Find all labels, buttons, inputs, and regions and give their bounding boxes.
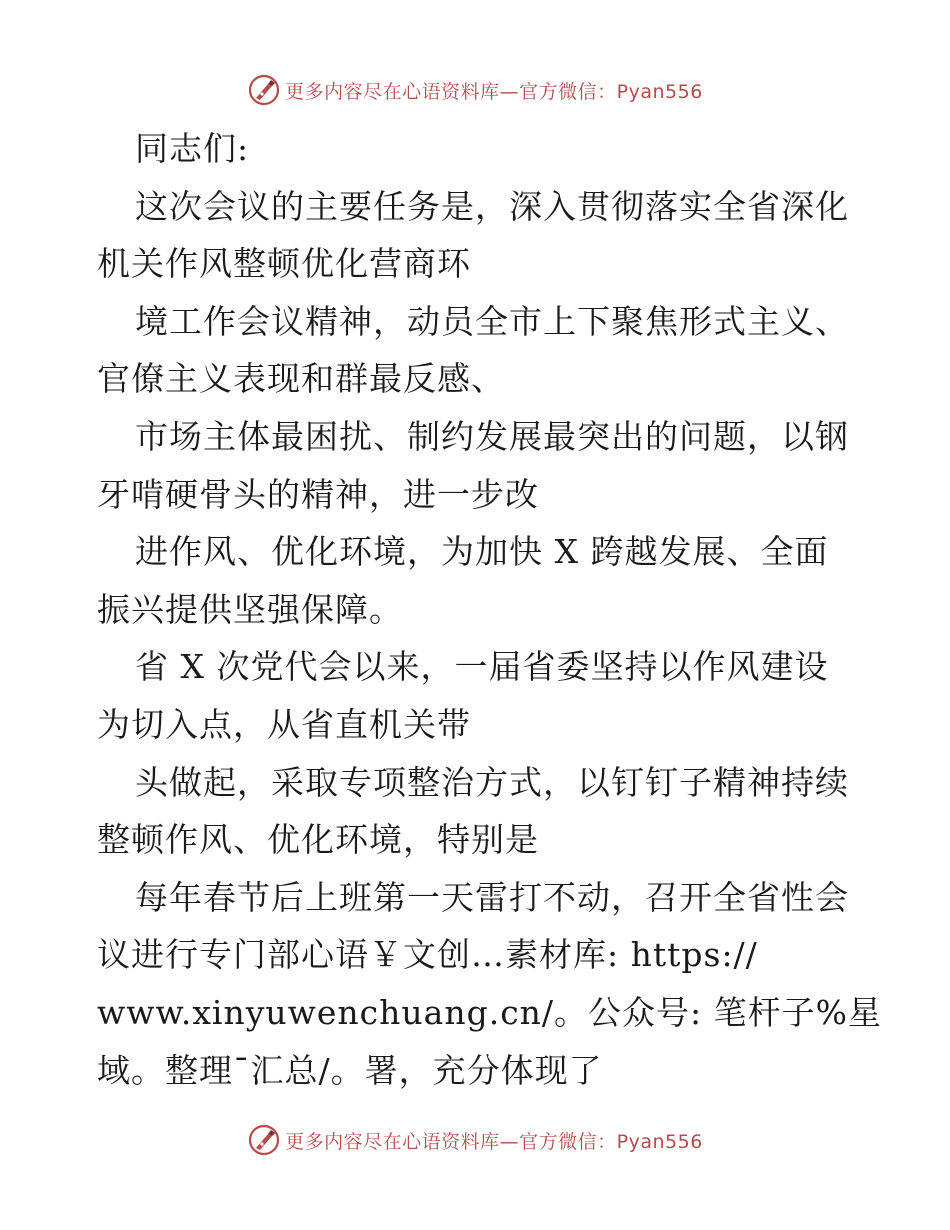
paragraph-line: 振兴提供坚强保障。 (97, 589, 403, 629)
footer-banner-text: 更多内容尽在心语资料库—官方微信：Pyan556 (285, 1130, 703, 1153)
paragraph-line: 议进行专门部心语￥文创…素材库: https:// (97, 935, 758, 975)
paragraph-line: 为切入点，从省直机关带 (97, 704, 471, 744)
paragraph-line: 这次会议的主要任务是，深入贯彻落实全省深化 (135, 186, 849, 226)
paragraph-line: 整顿作风、优化环境，特别是 (97, 820, 539, 860)
pen-nib-logo-icon (247, 1123, 281, 1157)
paragraph-line: 牙啃硬骨头的精神，进一步改 (97, 474, 539, 514)
document-body (97, 120, 883, 1099)
paragraph-line: 域。整理¯汇总/。署，充分体现了 (97, 1050, 603, 1090)
paragraph-line: 进作风、优化环境，为加快 X 跨越发展、全面 (135, 532, 829, 572)
header-banner-text: 更多内容尽在心语资料库—官方微信：Pyan556 (285, 80, 703, 103)
pen-nib-logo-icon (247, 73, 281, 107)
salutation: 同志们: (135, 129, 250, 168)
paragraph-line: 省 X 次党代会以来，一届省委坚持以作风建设 (135, 647, 829, 687)
paragraph-line: 市场主体最困扰、制约发展最突出的问题，以钢 (135, 416, 849, 456)
header-banner (0, 70, 950, 110)
footer-banner (0, 1120, 950, 1160)
paragraph-line: 头做起，采取专项整治方式，以钉钉子精神持续 (135, 762, 849, 802)
paragraph-line: 官僚主义表现和群最反感、 (97, 359, 505, 399)
paragraph-line: 境工作会议精神，动员全市上下聚焦形式主义、 (135, 301, 849, 341)
paragraph-line: 每年春节后上班第一天雷打不动，召开全省性会 (135, 877, 849, 917)
paragraph-line: 机关作风整顿优化营商环 (97, 244, 471, 284)
paragraph-line: www.xinyuwenchuang.cn/。公众号: 笔杆子%星 (97, 992, 883, 1032)
